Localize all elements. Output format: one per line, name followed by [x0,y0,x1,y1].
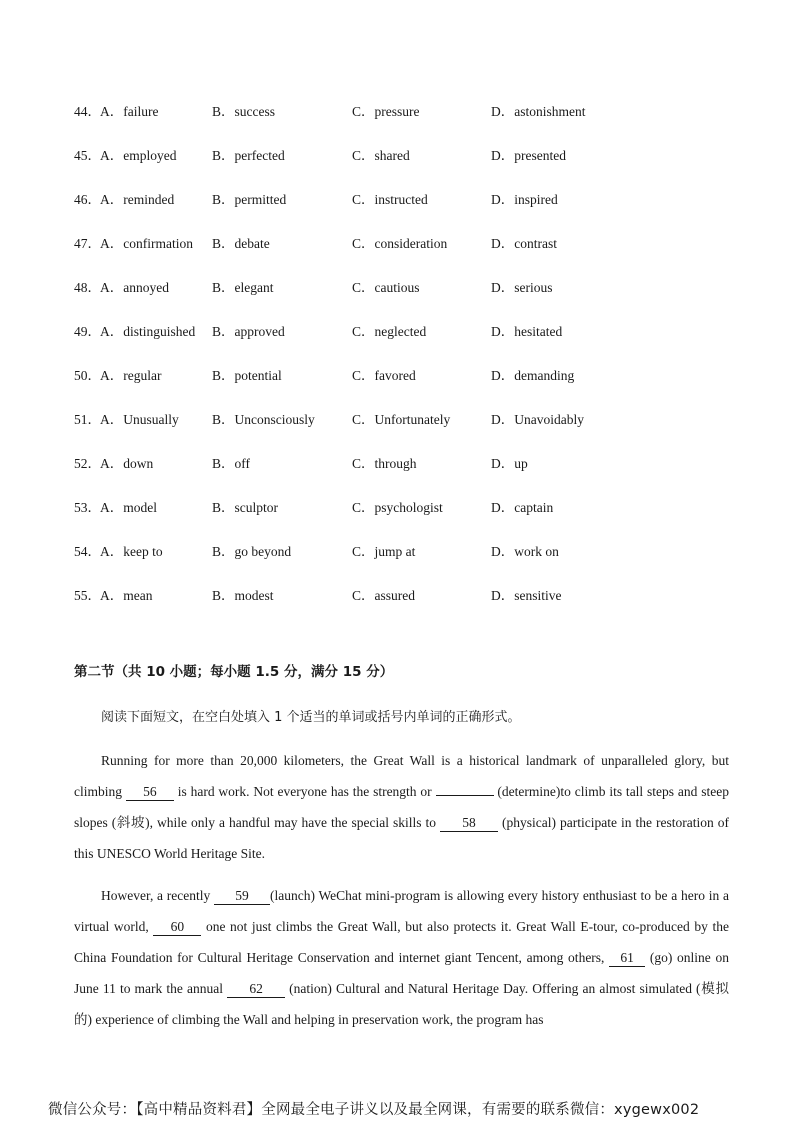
passage-paragraph-1 [74,745,729,869]
passage-text: Running for more than 20,000 kilometers, the Great Wall is a historical landmark of unparalleled glory, but climbing [74,753,729,799]
passage-text: (physical) participate in the restoration of this UNESCO World Heritage Site. [74,815,729,861]
passage-text: However, a recently [101,888,215,903]
option-a: A．regular [100,368,162,383]
option-a: A．annoyed [100,280,169,295]
section-title: 第二节（共 10 小题；每小题 1.5 分，满分 15 分） [74,664,394,680]
option-a: A．down [100,456,154,471]
blank-58: 58 [440,815,498,832]
option-d: D．astonishment [491,104,586,119]
option-b: B．Unconsciously [212,412,315,427]
passage-text: (determine)to climb its tall steps and steep slopes (斜坡), while only a handful may have the special skills to [74,784,729,830]
question-number: 45． [74,148,101,163]
option-d: D．work on [491,544,559,559]
question-number: 51． [74,412,101,427]
question-number: 50． [74,368,101,383]
question-number: 44． [74,104,101,119]
footer-contact: 微信公众号：【高中精品资料君】全网最全电子讲义以及最全网课，有需要的联系微信：xygewx002 [48,1102,700,1118]
option-c: C．assured [352,588,415,603]
question-number: 55． [74,588,101,603]
option-b: B．perfected [212,148,285,163]
option-a: A．mean [100,588,153,603]
passage-paragraph-2 [74,880,729,1035]
question-row-44 [74,102,754,122]
option-b: B．potential [212,368,282,383]
blank-62: 62 [227,981,285,998]
option-b: B．modest [212,588,274,603]
option-a: A．Unusually [100,412,179,427]
option-d: D．hesitated [491,324,563,339]
question-row-45 [74,146,754,166]
blank-57 [436,795,494,796]
option-c: C．instructed [352,192,428,207]
passage-text: (nation) Cultural and Natural Heritage Day. Offering an almost simulated (模拟的) experience of climbing the Wall and helping in preservation work, the program has [74,981,730,1027]
question-row-50 [74,366,754,386]
passage-text: one not just climbs the Great Wall, but also protects it. Great Wall E-tour, co-produced by the China Foundation for Cultural Heritage Conservation and internet giant Tencent, among others, [74,919,729,965]
section-instruction: 阅读下面短文，在空白处填入 1 个适当的单词或括号内单词的正确形式。 [101,710,521,725]
passage-text: (go) online on June 11 to mark the annual [74,950,729,996]
question-row-55 [74,586,754,606]
option-d: D．captain [491,500,554,515]
option-d: D．presented [491,148,566,163]
option-d: D．demanding [491,368,575,383]
option-a: A．reminded [100,192,175,207]
question-number: 53． [74,500,101,515]
question-row-51 [74,410,754,430]
option-a: A．model [100,500,157,515]
option-b: B．debate [212,236,270,251]
question-row-54 [74,542,754,562]
option-b: B．elegant [212,280,274,295]
question-row-48 [74,278,754,298]
option-d: D．sensitive [491,588,562,603]
question-row-47 [74,234,754,254]
option-c: C．shared [352,148,410,163]
option-a: A．employed [100,148,177,163]
question-number: 49． [74,324,101,339]
blank-60: 60 [153,919,201,936]
option-c: C．psychologist [352,500,443,515]
option-c: C．favored [352,368,416,383]
question-number: 46． [74,192,101,207]
option-a: A．failure [100,104,159,119]
option-d: D．inspired [491,192,558,207]
option-a: A．distinguished [100,324,196,339]
question-row-52 [74,454,754,474]
option-c: C．jump at [352,544,416,559]
option-b: B．sculptor [212,500,278,515]
option-d: D．Unavoidably [491,412,584,427]
blank-56: 56 [126,784,174,801]
option-d: D．up [491,456,528,471]
blank-61: 61 [609,950,645,967]
question-row-49 [74,322,754,342]
question-number: 47． [74,236,101,251]
option-b: B．success [212,104,275,119]
option-c: C．cautious [352,280,420,295]
passage-text: (launch) WeChat mini-program is allowing every history enthusiast to be a hero in a virtual world, [74,888,729,934]
option-d: D．serious [491,280,553,295]
option-b: B．permitted [212,192,287,207]
option-a: A．confirmation [100,236,193,251]
option-c: C．through [352,456,417,471]
option-b: B．approved [212,324,285,339]
option-c: C．pressure [352,104,420,119]
option-c: C．neglected [352,324,427,339]
option-b: B．off [212,456,251,471]
passage-text: is hard work. Not everyone has the strength or [173,784,436,799]
question-row-53 [74,498,754,518]
option-a: A．keep to [100,544,163,559]
question-number: 54． [74,544,101,559]
option-c: C．consideration [352,236,448,251]
option-b: B．go beyond [212,544,292,559]
question-number: 48． [74,280,101,295]
option-d: D．contrast [491,236,557,251]
option-c: C．Unfortunately [352,412,451,427]
blank-59: 59 [214,888,270,905]
question-row-46 [74,190,754,210]
question-number: 52． [74,456,101,471]
